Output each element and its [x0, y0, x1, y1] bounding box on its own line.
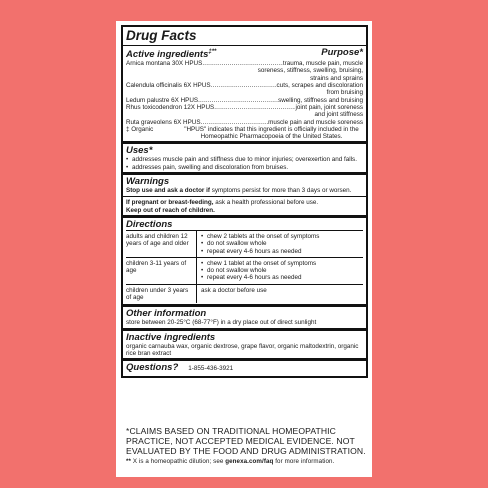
- warnings-header: Warnings: [126, 176, 170, 188]
- dosage-line: [201, 260, 363, 267]
- dilution-mark: **: [126, 458, 132, 465]
- bullet-icon: •: [201, 240, 204, 248]
- ingredients-list: [126, 60, 363, 126]
- stop-use-text: symptoms persist for more than 3 days or worsen.: [209, 187, 352, 195]
- ingredient-name: Ruta graveolens 6X HPUS: [126, 118, 201, 126]
- active-ingredients-title: Active ingredients: [126, 49, 209, 61]
- ingredient-purpose-cont: soreness, stiffness, swelling, bruising,: [257, 67, 363, 75]
- uses-header: Uses*: [126, 145, 153, 157]
- age-group: adults and children 12 years of age and older: [126, 231, 197, 257]
- directions-row: [126, 257, 363, 284]
- faq-link[interactable]: genexa.com/faq: [225, 458, 274, 465]
- ingredient-name: Calendula officinalis 6X HPUS: [126, 82, 211, 90]
- directions-row: [126, 284, 363, 304]
- dosage-line: [201, 233, 363, 240]
- ingredient-purpose: swelling, stiffness and bruising: [278, 96, 363, 104]
- age-group: children under 3 years of age: [126, 285, 197, 304]
- ingredient-row: [126, 104, 363, 111]
- leader-dots: [214, 104, 295, 111]
- section-divider: [123, 172, 366, 175]
- ingredient-name: Arnica montana 30X HPUS: [126, 60, 203, 68]
- questions-header: Questions?: [126, 362, 179, 374]
- directions-header: Directions: [126, 218, 173, 230]
- active-ingredients-header: [126, 47, 363, 60]
- ingredient-purpose: muscle pain and muscle soreness: [268, 118, 363, 126]
- active-ingredients-mark: ‡**: [208, 49, 217, 55]
- dosage-text: chew 1 tablet at the onset of symptoms: [207, 259, 317, 267]
- dilution-note: [126, 458, 366, 466]
- leader-dots: [201, 119, 269, 126]
- leader-dots: [198, 97, 278, 104]
- dosage-text: do not swallow whole: [207, 240, 267, 248]
- bullet-icon: •: [126, 163, 129, 171]
- dosage-text: ask a doctor before use: [201, 286, 267, 294]
- ingredient-name: Rhus toxicodendron 12X HPUS: [126, 103, 215, 111]
- directions-table: [126, 230, 363, 303]
- ingredient-name: Ledum palustre 6X HPUS: [126, 96, 199, 104]
- use-item: [126, 156, 363, 163]
- leader-dots: [211, 82, 277, 89]
- ingredient-purpose: cuts, scrapes and discoloration: [276, 82, 363, 90]
- pregnancy-bold: If pregnant or breast-feeding,: [126, 199, 214, 207]
- claims-text: *CLAIMS BASED ON TRADITIONAL HOMEOPATHIC PRACTICE, NOT ACCEPTED MEDICAL EVIDENCE. NOT EVALUATED BY THE FOOD AND DRUG ADMINISTRATION.: [126, 426, 366, 456]
- phone-number[interactable]: 1-855-436-3921: [188, 365, 234, 373]
- other-info-text: store between 20-25°C (68-77°F) in a dry place out of direct sunlight: [126, 319, 317, 327]
- inactive-header: Inactive ingredients: [126, 331, 216, 343]
- dosage-instructions: [197, 231, 363, 257]
- drug-facts-title: Drug Facts: [126, 28, 197, 43]
- leader-dots: [202, 60, 283, 67]
- dosage-line: [201, 274, 363, 281]
- use-text: addresses muscle pain and stiffness due to minor injuries; overexertion and falls.: [132, 156, 357, 164]
- ingredient-purpose-cont: strains and sprains: [310, 74, 363, 82]
- bullet-icon: •: [201, 232, 204, 240]
- pregnancy-warning: [126, 199, 363, 206]
- use-item: [126, 164, 363, 171]
- ingredient-row: [126, 82, 363, 89]
- drug-facts-card: [116, 21, 372, 477]
- purpose-header: Purpose*: [321, 47, 363, 58]
- dosage-line: [201, 267, 363, 274]
- dosage-line: [201, 248, 363, 255]
- section-divider: [123, 304, 366, 307]
- bullet-icon: •: [126, 156, 129, 164]
- ingredient-row: [126, 60, 363, 67]
- dosage-instructions: [197, 285, 363, 304]
- divider: [123, 196, 366, 197]
- inactive-text: organic carnauba wax, organic dextrose, grape flavor, organic maltodextrin, organic rice bran extract: [126, 342, 359, 357]
- bullet-icon: •: [201, 267, 204, 275]
- divider: [123, 45, 366, 46]
- hpus-note: [126, 126, 363, 141]
- dilution-end: for more information.: [273, 458, 335, 465]
- section-divider: [123, 358, 366, 361]
- age-group: children 3-11 years of age: [126, 258, 197, 284]
- bullet-icon: •: [201, 247, 204, 255]
- bullet-icon: •: [201, 259, 204, 267]
- children-warning: Keep out of reach of children.: [126, 206, 215, 214]
- use-text: addresses pain, swelling and discoloration from bruises.: [132, 163, 289, 171]
- dosage-text: do not swallow whole: [207, 267, 267, 275]
- other-info-header: Other information: [126, 308, 207, 320]
- directions-row: [126, 230, 363, 257]
- claims-footer: [126, 426, 366, 466]
- section-divider: [123, 328, 366, 331]
- section-divider: [123, 141, 366, 144]
- dosage-text: repeat every 4-6 hours as needed: [207, 247, 302, 255]
- ingredient-purpose-cont: from bruising: [326, 89, 363, 97]
- ingredient-purpose: joint pain, joint soreness: [295, 103, 363, 111]
- dosage-text: chew 2 tablets at the onset of symptoms: [207, 232, 320, 240]
- stop-use-bold: Stop use and ask a doctor if: [126, 187, 210, 195]
- ingredient-purpose: trauma, muscle pain, muscle: [282, 60, 363, 68]
- stop-use-warning: [126, 187, 363, 194]
- uses-list: [126, 156, 363, 171]
- ingredient-purpose-cont: and joint stiffness: [314, 111, 363, 119]
- dosage-text: repeat every 4-6 hours as needed: [207, 274, 302, 282]
- drug-facts-panel: [121, 25, 368, 378]
- bullet-icon: •: [201, 274, 204, 282]
- questions-row: [126, 362, 363, 374]
- section-divider: [123, 215, 366, 218]
- pregnancy-text: ask a health professional before use.: [213, 199, 319, 207]
- dosage-instructions: [197, 258, 363, 284]
- dosage-line: [201, 240, 363, 247]
- hpus-note-text: "HPUS" indicates that this ingredient is officially included in the Homeopathic Pharmacopoeia of the United States.: [184, 125, 359, 141]
- ingredient-row: [126, 119, 363, 126]
- dosage-line: [201, 287, 363, 294]
- ingredient-row: [126, 97, 363, 104]
- organic-note: ‡ Organic: [126, 125, 154, 133]
- dilution-text: X is a homeopathic dilution; see: [131, 458, 226, 465]
